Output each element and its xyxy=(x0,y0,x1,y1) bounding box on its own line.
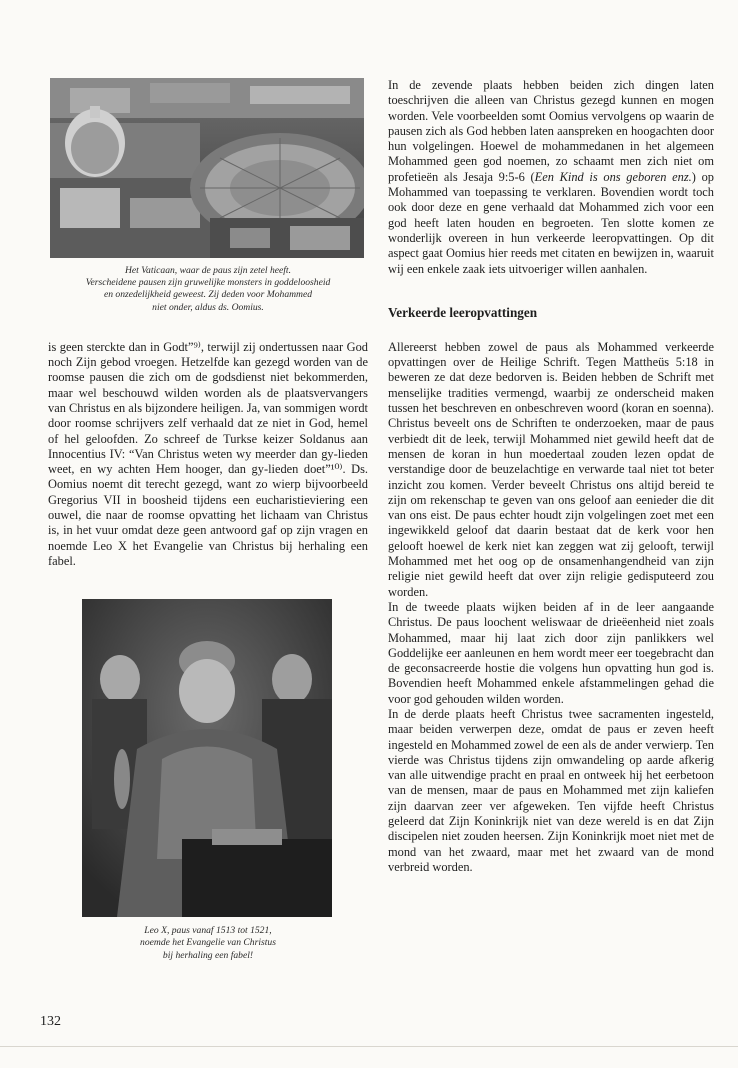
right-column xyxy=(388,78,714,875)
text-run: In de zevende plaats hebben beiden zich dingen laten toeschrijven die alleen van Christus gezegd kunnen en mogen worden. Vele voorbeelden somt Oomius vervolgens op waarin de pausen zich als God hebben laten aanspreken en hoogachten door hun volgelingen. Hoewel de mohammedanen in het algemeen Mohammed geen god noemen, zo schaamt men zich niet om profetieën als Jesaja 9:5-6 ( xyxy=(388,78,714,184)
body-paragraph xyxy=(388,78,714,277)
caption-line: en onzedelijkheid geweest. Zij deden voor Mohammed xyxy=(103,289,313,301)
vatican-photo xyxy=(50,78,364,258)
leo-x-photo xyxy=(82,599,332,917)
body-paragraph: In de derde plaats heeft Christus twee sacramenten ingesteld, maar beiden verwerpen deze, omdat de paus er zeven heeft ingesteld en Mohammed zowel de een als de ander verwierp. Ten vierde was Christus tijdens zijn omwandeling op aarde afkerig van alle uitwendige pracht en praal en ontweek hij het eerbetoon van de mensen, maar de paus en Mohammed met zijn kaliefen zijn daarvan zeer ver afgeweken. Ten vijfde heeft Christus geleerd dat Zijn Koninkrijk niet van deze wereld is en dat Zijn discipelen niet zouden heersen. Zijn Koninkrijk moet niet met de mond van het zwaard, maar met het zwaard van de mond verbreid worden. xyxy=(388,706,714,874)
left-column xyxy=(48,78,368,962)
caption-line: bij herhaling een fabel! xyxy=(162,949,254,961)
leo-x-portrait-image xyxy=(82,599,332,917)
body-paragraph: is geen sterckte dan in Godt”⁹⁾, terwijl zij ondertussen naar God noch Zijn gebod vroegen. Hetzelfde kan gezegd worden van de roomse pausen die zich om de godsdienst niet bekommerden, maar wel beschouwd wilden worden als de plaatsvervangers van Christus en als bijzondere heiligen. Ja, van sommigen wordt door roomse schrijvers zelf verhaald dat ze niet in God, hemel of hel geloofden. Zo schreef de Turkse keizer Soldanus aan Innocentius IV: “Van Christus weten wy meerder dan gy-lieden weet, en wy achten Hem hooger, dan gy-lieden doet”¹⁰⁾. Ds. Oomius noemt dit terecht gezegd, want zo wierp bijvoorbeeld Gregorius VII in boosheid tijdens een eucharistieviering een ouwel, die naar de roomse opvatting het lichaam van Christus is, in het vuur omdat deze geen antwoord gaf op zijn vragen en noemde Leo X het Evangelie van Christus bij herhaling een fabel. xyxy=(48,339,368,568)
section-heading: Verkeerde leeropvattingen xyxy=(388,304,538,320)
caption-line: Het Vaticaan, waar de paus zijn zetel heeft. xyxy=(124,265,291,276)
scripture-quote: Een Kind is ons geboren enz. xyxy=(534,169,692,184)
caption-line: Verscheidene pausen zijn gruwelijke monsters in goddeloosheid xyxy=(85,277,331,289)
figure2-caption xyxy=(48,925,368,962)
body-paragraph: In de tweede plaats wijken beiden af in de leer aangaande Christus. De paus loochent weliswaar de drieëenheid niet zoals Mohammed, maar hij laat zich door zijn panlikkers wel Goddelijke eer aanleunen en hem wordt meer eer toegebracht dan de geconsacreerde hostie die volgens hun opvatting hun god is. Bovendien heeft Mohammed enkele afstammelingen gehad die voor god gehouden wilden worden. xyxy=(388,599,714,706)
caption-line: noemde het Evangelie van Christus xyxy=(140,937,276,949)
page-number: 132 xyxy=(40,1014,61,1029)
caption-line: niet onder, aldus ds. Oomius. xyxy=(152,301,264,313)
body-paragraph: Allereerst hebben zowel de paus als Mohammed verkeerde opvattingen over de Heilige Schrift. Tegen Mattheüs 5:18 in beweren ze dat deze bedorven is. Beiden hebben de Schrift met menselijke tradities vermengd, waarbij ze onderscheid maken tussen het beschreven en onbeschreven woord (koran en soenna). Christus beveelt ons de Schriften te onderzoeken, maar de paus verbiedt dit de leek, terwijl Mohammed niet gewild heeft dat de mensen de koran in hun moedertaal zouden lezen opdat de verstandige door de beuzelachtige en verwarde taal niet tot beter inzicht zou komen. Verder beveelt Christus ons altijd bereid te zijn om rekenschap te geven van ons geloof aan eenieder die dit van ons eist. De paus echter houdt zijn volgelingen zoet met een ingewikkeld geloof dat daarin bestaat dat de kerk voor hen gelooft hoewel de kerk niet kan zeggen wat zij gelooft, terwijl Mohammed met het oog op de onsamenhangendheid van zijn religie niet gewild heeft dat over zijn religie gedisputeerd zou worden. xyxy=(388,339,714,599)
figure1-caption xyxy=(48,265,368,314)
text-run: ) op Mohammed van toepassing te verklaren. Bovendien wordt toch ook door deze en gene verhaald dat Mohammed zich voor een god heeft laten houden en begroeten. Ten slotte komen ze wonderlijk overeen in hun verkeerde leeropvattingen. Op dit aspect gaat Oomius hier reeds met citaten en bewijzen in, waaruit wij een enkele zaak iets uitvoeriger willen aanhalen. xyxy=(388,169,714,276)
vatican-aerial-image xyxy=(50,78,364,258)
footer-rule xyxy=(0,1046,738,1047)
caption-line: Leo X, paus vanaf 1513 tot 1521, xyxy=(144,925,272,937)
